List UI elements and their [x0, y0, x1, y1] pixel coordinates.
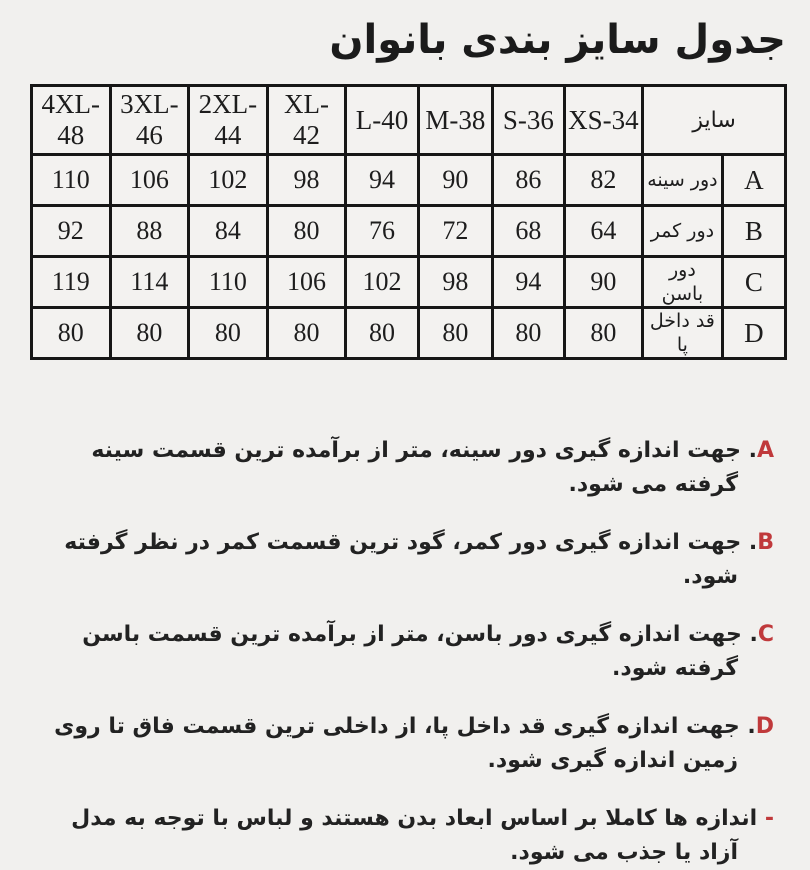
measure-value-cell: 88 [110, 206, 189, 257]
table-body [32, 155, 786, 359]
measure-name-cell: دور سینه [643, 155, 723, 206]
table-row [32, 308, 786, 359]
measure-value-cell: 80 [564, 308, 643, 359]
table-row [32, 155, 786, 206]
measure-value-cell: 92 [32, 206, 111, 257]
note-marker: A [756, 438, 774, 463]
note-marker: - [764, 806, 774, 831]
measure-letter-cell: D [722, 308, 785, 359]
measure-letter-cell: C [722, 257, 785, 308]
measure-value-cell: 80 [418, 308, 492, 359]
measure-value-cell: 94 [493, 257, 564, 308]
size-column-header: XS-34 [564, 86, 643, 155]
measure-value-cell: 64 [564, 206, 643, 257]
size-column-header: XL-42 [267, 86, 346, 155]
note-text: جهت اندازه گیری دور باسن، متر از برآمده ترین قسمت باسن گرفته شود. [82, 622, 742, 681]
measure-value-cell: 102 [346, 257, 418, 308]
measure-name-cell: قد داخل پا [643, 308, 723, 359]
measure-value-cell: 119 [32, 257, 111, 308]
measure-value-cell: 76 [346, 206, 418, 257]
measure-value-cell: 80 [189, 308, 268, 359]
measurement-note [38, 618, 774, 686]
measurement-note [38, 526, 774, 594]
measure-letter-cell: A [722, 155, 785, 206]
note-text: جهت اندازه گیری قد داخل پا، از داخلی ترین قسمت فاق تا روی زمین اندازه گیری شود. [54, 714, 740, 773]
measure-letter-cell: B [722, 206, 785, 257]
measurement-note [38, 710, 774, 778]
table-row [32, 257, 786, 308]
measurement-note [38, 802, 774, 870]
measure-name-cell: دور کمر [643, 206, 723, 257]
measure-value-cell: 106 [110, 155, 189, 206]
measure-value-cell: 114 [110, 257, 189, 308]
table-header-row [32, 86, 786, 155]
size-table [30, 84, 787, 360]
measure-value-cell: 102 [189, 155, 268, 206]
table-row [32, 206, 786, 257]
note-text: جهت اندازه گیری دور کمر، گود ترین قسمت کمر در نظر گرفته شود. [64, 530, 742, 589]
measurement-note [38, 434, 774, 502]
size-column-header: M-38 [418, 86, 492, 155]
measure-value-cell: 90 [418, 155, 492, 206]
size-chart-page [0, 12, 810, 865]
measure-value-cell: 80 [267, 308, 346, 359]
measure-value-cell: 94 [346, 155, 418, 206]
measure-value-cell: 80 [267, 206, 346, 257]
measure-value-cell: 110 [32, 155, 111, 206]
note-text: اندازه ها کاملا بر اساس ابعاد بدن هستند و لباس با توجه به مدل آزاد یا جذب می شود. [71, 806, 758, 865]
measure-value-cell: 86 [493, 155, 564, 206]
size-label-header: سایز [643, 86, 786, 155]
size-column-header: S-36 [493, 86, 564, 155]
measure-value-cell: 80 [32, 308, 111, 359]
page-title: جدول سایز بندی بانوان [329, 17, 786, 63]
note-text: جهت اندازه گیری دور سینه، متر از برآمده ترین قسمت سینه گرفته می شود. [91, 438, 741, 497]
measure-value-cell: 90 [564, 257, 643, 308]
measure-name-cell: دور باسن [643, 257, 723, 308]
measure-value-cell: 110 [189, 257, 268, 308]
measure-value-cell: 82 [564, 155, 643, 206]
size-column-header: 2XL-44 [189, 86, 268, 155]
measure-value-cell: 80 [346, 308, 418, 359]
note-marker-punctuation: . [747, 714, 756, 739]
measure-value-cell: 106 [267, 257, 346, 308]
measure-value-cell: 98 [267, 155, 346, 206]
note-marker: D [755, 714, 774, 739]
measure-value-cell: 68 [493, 206, 564, 257]
measure-value-cell: 72 [418, 206, 492, 257]
size-column-header: L-40 [346, 86, 418, 155]
note-marker: B [757, 530, 774, 555]
note-marker-punctuation: . [748, 530, 758, 555]
size-column-header: 3XL-46 [110, 86, 189, 155]
measurement-notes [38, 434, 774, 870]
measure-value-cell: 98 [418, 257, 492, 308]
note-marker: C [757, 622, 774, 647]
measure-value-cell: 84 [189, 206, 268, 257]
measure-value-cell: 80 [493, 308, 564, 359]
size-column-header: 4XL-48 [32, 86, 111, 155]
measure-value-cell: 80 [110, 308, 189, 359]
note-marker-punctuation: . [749, 622, 758, 647]
note-marker-punctuation: . [748, 438, 757, 463]
